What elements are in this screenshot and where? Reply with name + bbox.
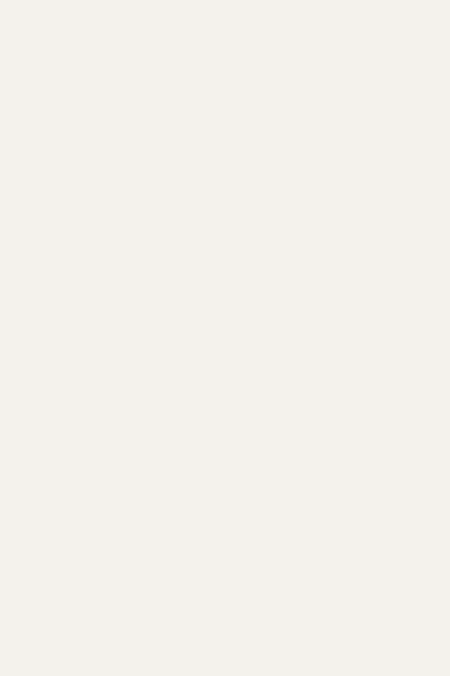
lower-text-block xyxy=(22,338,434,656)
upper-text-block xyxy=(22,6,434,316)
